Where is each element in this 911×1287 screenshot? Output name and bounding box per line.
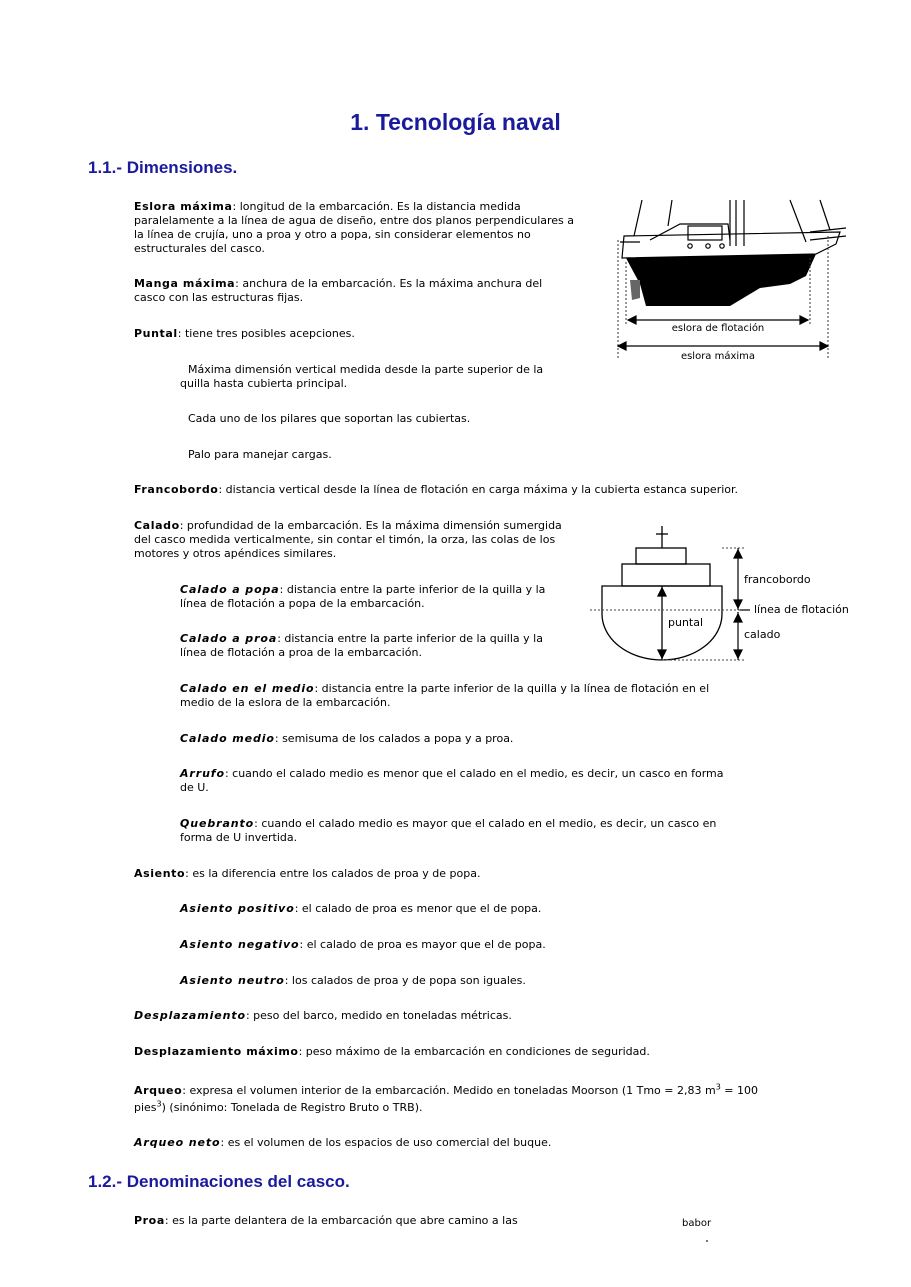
label-calado: calado — [744, 628, 781, 641]
section-heading-dimensiones: 1.1.- Dimensiones. — [88, 158, 238, 177]
def-calado-proa — [180, 632, 560, 660]
label-babor: babor — [682, 1218, 712, 1229]
hull-section-diagram — [590, 524, 855, 664]
term: Arqueo neto — [134, 1136, 221, 1149]
superscript: 3 — [715, 1082, 721, 1092]
term: Arqueo — [134, 1084, 183, 1097]
definition: : peso del barco, medido en toneladas métricas. — [245, 1009, 512, 1022]
term: Asiento positivo — [180, 902, 295, 915]
definition: : tiene tres posibles acepciones. — [177, 327, 355, 340]
definition-part-a: : expresa el volumen interior de la embarcación. Medido en toneladas Moorson (1 Tmo = 2,83 m — [182, 1084, 716, 1097]
def-desplazamiento — [134, 1009, 734, 1023]
label-linea-flotacion: línea de flotación — [754, 603, 849, 616]
def-eslora-maxima — [134, 200, 584, 256]
term: Proa — [134, 1214, 165, 1227]
label-puntal: puntal — [668, 616, 704, 629]
sailboat-length-diagram — [610, 196, 855, 366]
def-asiento — [134, 867, 734, 881]
definition: : es la diferencia entre los calados de proa y de popa. — [185, 867, 481, 880]
def-arqueo — [134, 1082, 774, 1116]
term: Calado — [134, 519, 180, 532]
term: Francobordo — [134, 483, 219, 496]
definition: : los calados de proa y de popa son iguales. — [284, 974, 526, 987]
term: Manga máxima — [134, 277, 236, 290]
label-eslora-maxima: eslora máxima — [680, 351, 756, 362]
hull-shape — [626, 254, 816, 306]
def-asiento-negativo — [180, 938, 740, 952]
label-francobordo: francobordo — [744, 573, 811, 586]
term: Asiento — [134, 867, 186, 880]
term: Desplazamiento — [134, 1009, 246, 1022]
definition: : es la parte delantera de la embarcación que abre camino a las — [164, 1214, 518, 1227]
term: Calado a popa — [180, 583, 280, 596]
def-asiento-positivo — [180, 902, 740, 916]
def-quebranto — [180, 817, 725, 845]
definition: : distancia entre la parte inferior de la quilla y la línea de flotación en el medio de la eslora de la embarcación. — [180, 682, 710, 709]
def-asiento-neutro — [180, 974, 740, 988]
definition-part-c: ) (sinónimo: Tonelada de Registro Bruto o TRB). — [161, 1101, 423, 1114]
definition: : peso máximo de la embarcación en condiciones de seguridad. — [298, 1045, 650, 1058]
term: Eslora máxima — [134, 200, 233, 213]
term: Desplazamiento máximo — [134, 1045, 299, 1058]
label-eslora-flotacion: eslora de flotación — [671, 323, 765, 334]
definition: : distancia vertical desde la línea de flotación en carga máxima y la cubierta estanca superior. — [218, 483, 739, 496]
term: Calado a proa — [180, 632, 278, 645]
def-calado-medio — [180, 732, 725, 746]
def-calado-popa — [180, 583, 560, 611]
def-arrufo — [180, 767, 725, 795]
partial-figure-mark — [706, 1240, 708, 1242]
definition: : distancia entre la parte inferior de la quilla y la línea de flotación a proa de la embarcación. — [180, 632, 543, 659]
term: Quebranto — [180, 817, 255, 830]
definition: : longitud de la embarcación. Es la distancia medida paralelamente a la línea de agua de diseño, entre dos planos perpendiculares a la línea de crujía, uno a proa y otro a popa, sin considerar elementos no estructurales del casco. — [134, 200, 575, 255]
definition: : cuando el calado medio es mayor que el calado en el medio, es decir, un casco en forma de U invertida. — [180, 817, 717, 844]
definition: : cuando el calado medio es menor que el calado en el medio, es decir, un casco en forma de U. — [180, 767, 724, 794]
term: Asiento neutro — [180, 974, 285, 987]
definition: : distancia entre la parte inferior de la quilla y la línea de flotación a popa de la embarcación. — [180, 583, 546, 610]
section-heading-denominaciones: 1.2.- Denominaciones del casco. — [88, 1172, 350, 1191]
superscript: 3 — [156, 1099, 162, 1109]
definition: : anchura de la embarcación. Es la máxima anchura del casco con las estructuras fijas. — [134, 277, 543, 304]
def-calado — [134, 519, 574, 561]
definition: : el calado de proa es menor que el de popa. — [294, 902, 542, 915]
def-puntal — [134, 327, 574, 341]
term: Puntal — [134, 327, 178, 340]
def-francobordo — [134, 483, 794, 497]
definition: : profundidad de la embarcación. Es la máxima dimensión sumergida del casco medida verticalmente, sin contar el timón, la orza, las colas de los motores y otros apéndices similares. — [134, 519, 562, 560]
term: Arrufo — [180, 767, 225, 780]
definition: : semisuma de los calados a popa y a proa. — [274, 732, 514, 745]
def-arqueo-neto — [134, 1136, 734, 1150]
page-title: 1. Tecnología naval — [350, 109, 561, 135]
term: Calado medio — [180, 732, 275, 745]
term: Calado en el medio — [180, 682, 315, 695]
def-proa — [134, 1214, 594, 1228]
def-desplazamiento-maximo — [134, 1045, 754, 1059]
definition: : el calado de proa es mayor que el de popa. — [299, 938, 546, 951]
definition-part-b: = 100 pies — [134, 1084, 758, 1114]
def-manga-maxima — [134, 277, 574, 305]
term: Asiento negativo — [180, 938, 300, 951]
def-calado-en-el-medio — [180, 682, 725, 710]
definition: : es el volumen de los espacios de uso comercial del buque. — [220, 1136, 552, 1149]
puntal-def-2: Cada uno de los pilares que soportan las cubiertas. — [188, 412, 471, 425]
puntal-def-1: Máxima dimensión vertical medida desde la parte superior de la quilla hasta cubierta principal. — [180, 363, 544, 390]
puntal-def-3: Palo para manejar cargas. — [188, 448, 332, 461]
